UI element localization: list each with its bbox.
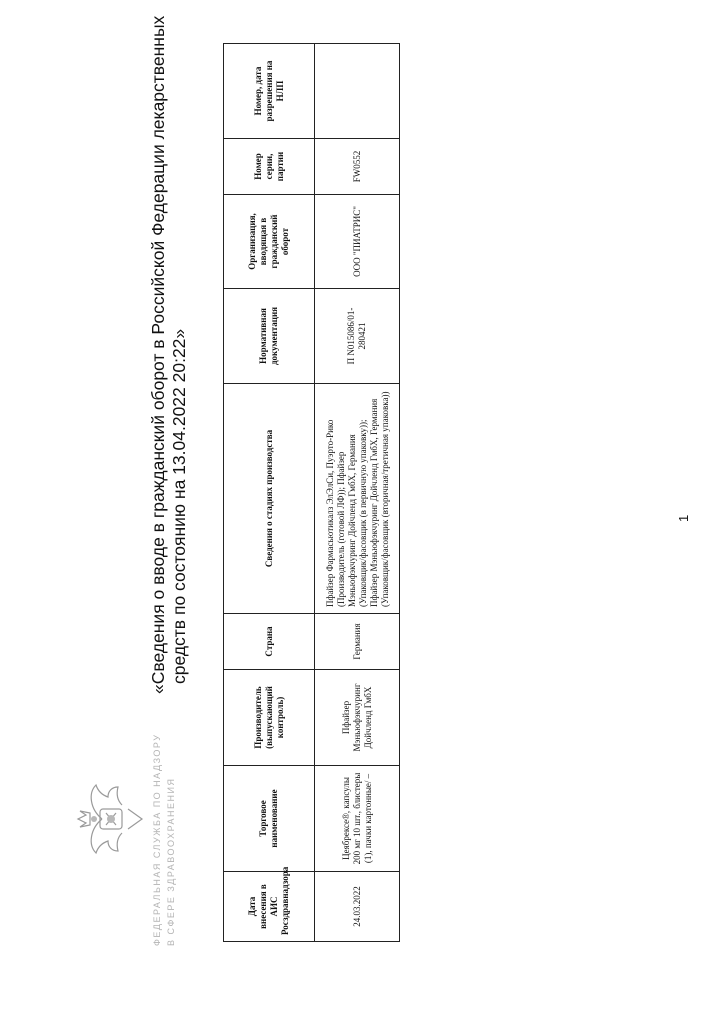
cell-manufacturer: Пфайзер Мэньюфэкчуринг Дойчленд ГмбХ: [315, 670, 400, 766]
column-header-country: Страна: [224, 614, 315, 670]
cell-stages: Пфайзер Фармасьютикалз ЭлЭлСи, Пуэрто-Рико (Производитель (готовой ЛФ)); Пфайзер Мэньюфэкчуринг Дойчленд ГмбХ, Германия (Упаковщик/фасовщик (в первичную упаковку)); Пфайзер Мэньюфэкчуринг Дойчленд ГмбХ, Германия (Упаковщик/фасовщик (вторичная/третичная упаковка)): [315, 384, 400, 614]
column-header-date: Дата внесения в АИС Росздравнадзора: [224, 872, 315, 942]
column-header-permit: Номер, дата разрешения на НЛП: [224, 44, 315, 139]
table-header-row: [224, 44, 315, 942]
registry-table: [223, 43, 400, 942]
table-row: [315, 44, 400, 942]
cell-country: Германия: [315, 614, 400, 670]
column-header-stages: Сведения о стадиях производства: [224, 384, 315, 614]
agency-line-2: В СФЕРЕ ЗДРАВООХРАНЕНИЯ: [166, 777, 176, 946]
column-header-docs: Нормативная документация: [224, 289, 315, 384]
cell-trade-name: Цеябрексе®, капсулы 200 мг 10 шт., блистеры (1), пачки картонные/ –: [315, 766, 400, 872]
cell-docs: П N015086/01-280421: [315, 289, 400, 384]
cell-batch: FW0552: [315, 139, 400, 195]
page-number: 1: [676, 514, 691, 522]
column-header-trade-name: Торговое наименование: [224, 766, 315, 872]
cell-date: 24.03.2022: [315, 872, 400, 942]
title-line-1: «Сведения о вводе в гражданский оборот в Российской Федерации лекарственных: [148, 15, 168, 694]
column-header-manufacturer: Производитель (выпускающий контроль): [224, 670, 315, 766]
column-header-batch: Номер серии, партии: [224, 139, 315, 195]
emblem-icon: [72, 779, 146, 859]
title-line-2: средств по состоянию на 13.04.2022 20:22»: [169, 328, 189, 684]
cell-organization: ООО "ПИАТРИС": [315, 195, 400, 289]
agency-name: [150, 716, 178, 946]
document-title: [148, 14, 190, 694]
column-header-organization: Организация, вводящая в гражданский оборот: [224, 195, 315, 289]
agency-line-1: ФЕДЕРАЛЬНАЯ СЛУЖБА ПО НАДЗОРУ: [152, 733, 162, 946]
cell-permit: [315, 44, 400, 139]
